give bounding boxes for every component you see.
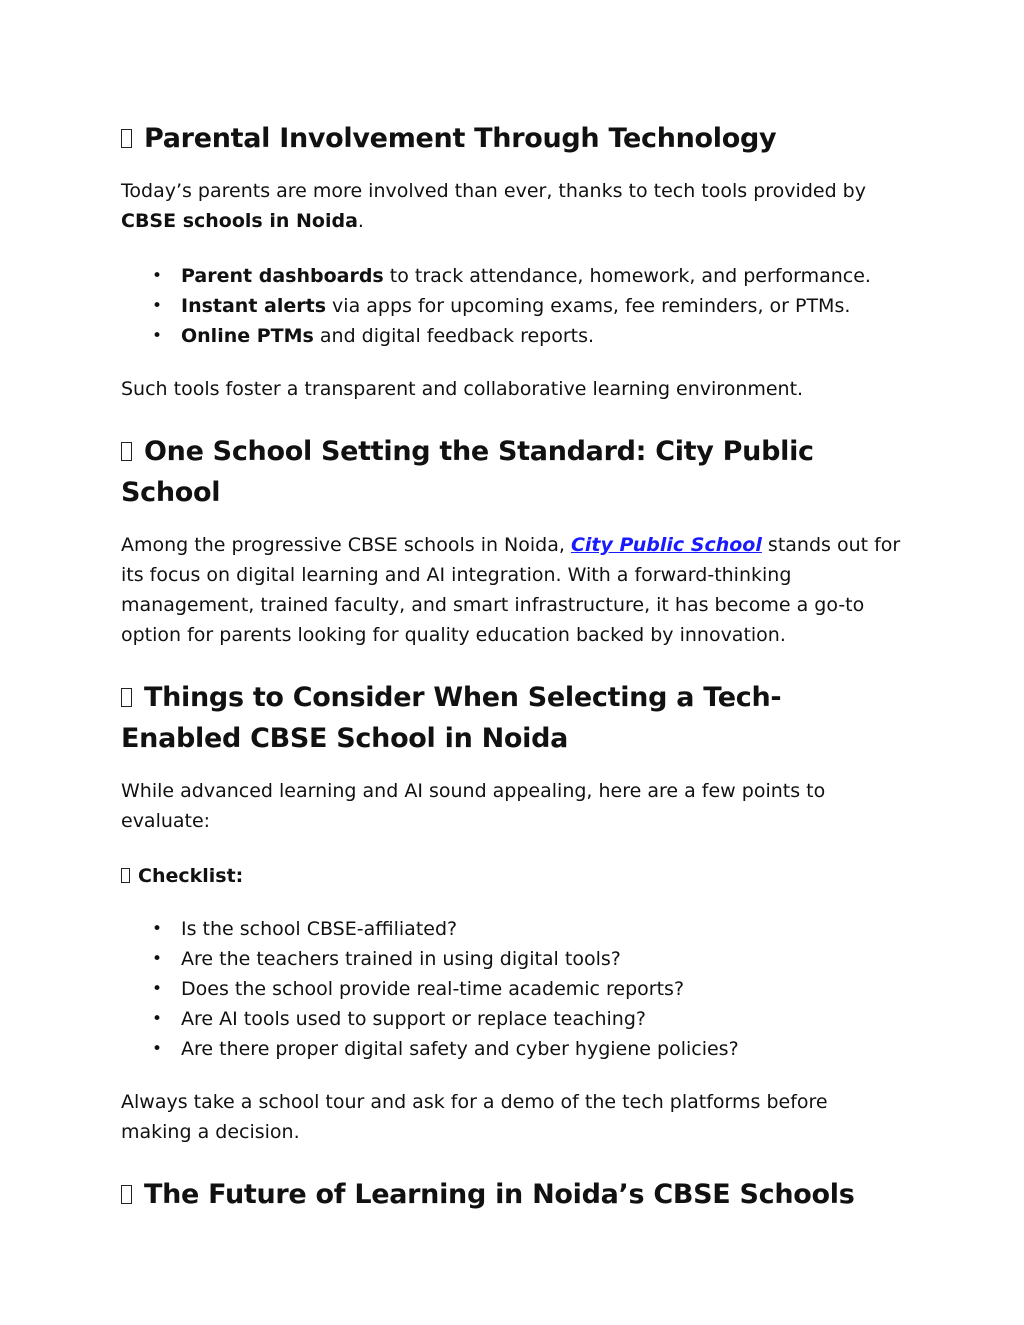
checklist-title: Checklist: (121, 861, 901, 891)
missing-glyph-box-icon (121, 442, 132, 461)
checklist-list (121, 914, 901, 1064)
missing-glyph-box-icon (121, 868, 130, 883)
document-content (121, 118, 901, 1215)
list-item: • Are there proper digital safety and cyber hygiene policies? (181, 1034, 901, 1064)
list-item: • Are AI tools used to support or replace teaching? (181, 1004, 901, 1034)
city-public-school-link[interactable]: City Public School (570, 534, 762, 556)
heading-things-to-consider: Things to Consider When Selecting a Tech-Enabled CBSE School in Noida (121, 682, 782, 754)
missing-glyph-box-icon (121, 688, 132, 707)
heading-parental-involvement: Parental Involvement Through Technology (121, 118, 901, 159)
list-item: • Parent dashboards to track attendance, homework, and performance. (181, 261, 901, 291)
parental-tools-list (121, 261, 901, 351)
consider-closing-paragraph: Always take a school tour and ask for a demo of the tech platforms before making a decision. (121, 1091, 828, 1143)
list-item: • Does the school provide real-time academic reports? (181, 974, 901, 1004)
list-item: • Are the teachers trained in using digital tools? (181, 944, 901, 974)
list-item: • Online PTMs and digital feedback reports. (181, 321, 901, 351)
missing-glyph-box-icon (121, 129, 132, 148)
heading-future-of-learning: The Future of Learning in Noida’s CBSE Schools (121, 1174, 901, 1215)
city-public-school-paragraph: Among the progressive CBSE schools in Noida, City Public School stands out for its focus on digital learning and AI integration. With a forward-thinking management, trained faculty, and smart infrastructure, it has become a go-to option for parents looking for quality education backed by innovation. (121, 534, 901, 646)
parental-closing-paragraph: Such tools foster a transparent and collaborative learning environment. (121, 378, 804, 400)
consider-intro-paragraph: While advanced learning and AI sound appealing, here are a few points to evaluate: (121, 780, 826, 832)
parental-intro-paragraph: Today’s parents are more involved than ever, thanks to tech tools provided by CBSE schools in Noida. (121, 180, 866, 232)
list-item: • Is the school CBSE-affiliated? (181, 914, 901, 944)
list-item: • Instant alerts via apps for upcoming exams, fee reminders, or PTMs. (181, 291, 901, 321)
heading-city-public-school: One School Setting the Standard: City Public School (121, 436, 814, 508)
missing-glyph-box-icon (121, 1185, 132, 1204)
cbse-schools-bold: CBSE schools in Noida (121, 210, 358, 232)
